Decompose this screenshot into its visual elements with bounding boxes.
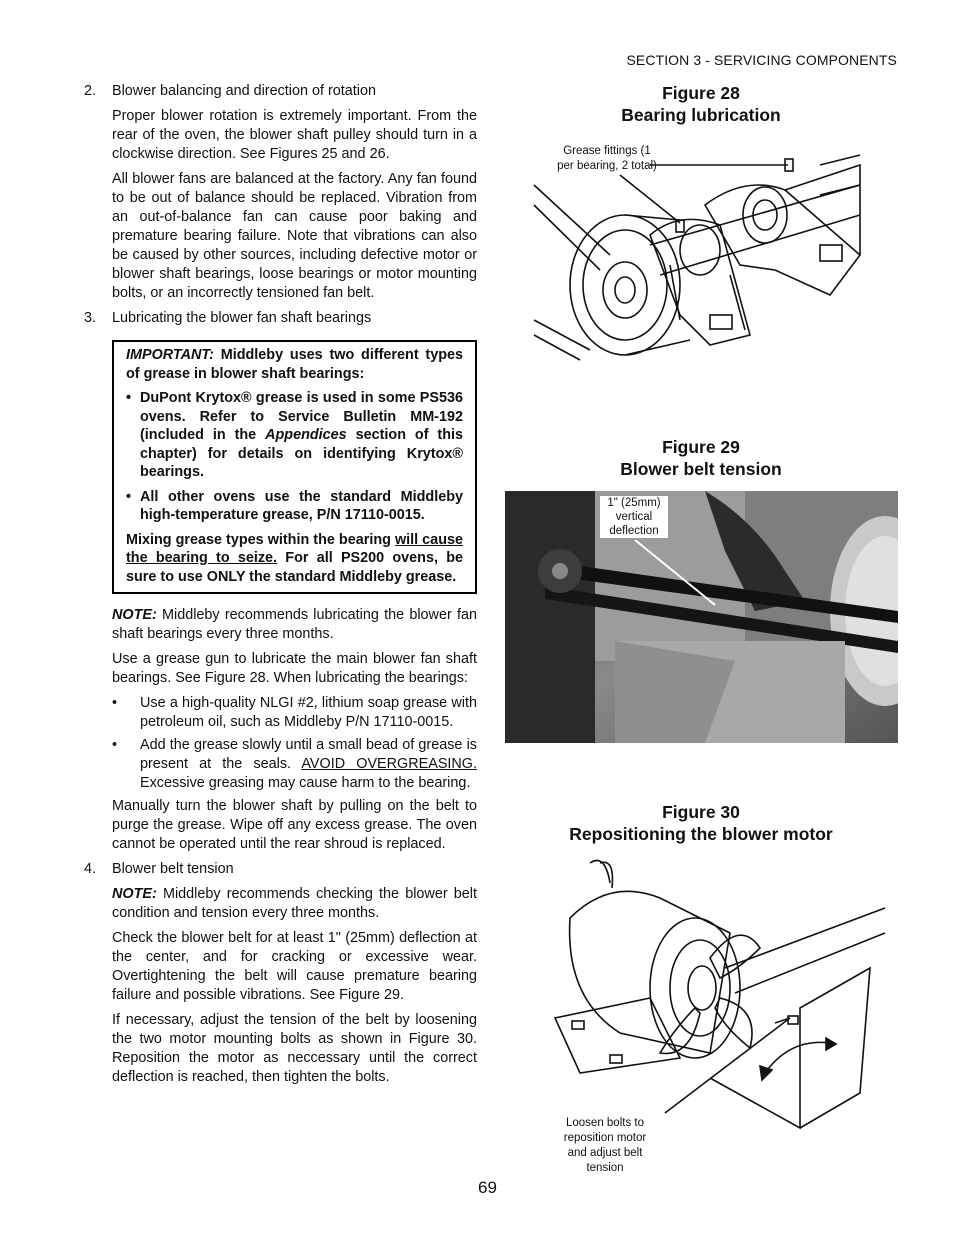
item-number: 4. <box>84 861 97 877</box>
paragraph-check-belt: Check the blower belt for at least 1" (25mm) deflection at the center, and for cracking or excessive wear. Overtightening the belt will cause premature bearing failure and possible vibrations. See Figure 29. <box>112 930 477 1003</box>
item-4-heading <box>84 860 477 879</box>
avoid-overgreasing: AVOID OVERGREASING. <box>301 756 477 772</box>
deflection-callout: 1" (25mm) vertical deflection <box>600 496 668 538</box>
grease-fittings-callout: Grease fittings (1 per bearing, 2 total) <box>557 145 657 172</box>
standard-grease-text: All other ovens use the standard Middleby high-temperature grease, P/N 17110-0015. <box>140 488 463 523</box>
note-lubrication <box>112 606 477 644</box>
figure-29-title <box>520 436 882 480</box>
bullet-glyph: • <box>126 390 132 406</box>
item-number: 3. <box>84 310 97 326</box>
important-intro <box>126 346 463 383</box>
figure-caption: Blower belt tension <box>620 459 782 479</box>
section-header: SECTION 3 - SERVICING COMPONENTS <box>626 52 897 68</box>
blower-motor-illustration <box>550 858 890 1138</box>
item-3-heading <box>84 309 477 328</box>
mixing-text-b: For all PS200 ovens, be sure to use ONLY the standard Middleby grease. <box>126 550 464 585</box>
box-bullet-standard <box>126 488 463 525</box>
figure-caption: Repositioning the blower motor <box>569 824 833 844</box>
bullet-text-b: Excessive greasing may cause harm to the bearing. <box>140 775 471 791</box>
mixing-warning <box>126 531 463 587</box>
bullet-glyph: • <box>112 737 118 753</box>
note-label: NOTE: <box>112 886 157 902</box>
figure-caption: Bearing lubrication <box>621 105 781 125</box>
item-2-heading <box>84 82 477 101</box>
deflection-leader-line <box>630 540 720 610</box>
bullet-glyph: • <box>126 488 132 505</box>
note-label: NOTE: <box>112 607 157 623</box>
item-title: Lubricating the blower fan shaft bearings <box>112 310 372 326</box>
mixing-text-a: Mixing grease types within the bearing <box>126 531 395 548</box>
note-belt <box>112 885 477 923</box>
paragraph-purge: Manually turn the blower shaft by pulling on the belt to purge the grease. Wipe off any excess grease. The oven cannot be operated until the rear shroud is replaced. <box>112 798 477 852</box>
bullet-text: Use a high-quality NLGI #2, lithium soap grease with petroleum oil, such as Middleby P/N 17110-0015. <box>140 695 477 730</box>
page-number: 69 <box>478 1178 497 1197</box>
important-box <box>112 340 477 594</box>
left-column <box>84 82 477 1093</box>
appendices-text: Appendices <box>265 427 347 443</box>
bullet-grease-type <box>112 694 477 732</box>
figure-28-title <box>520 82 882 126</box>
bullet-text-a: Add the grease slowly until a small bead of grease is present at the seals. <box>140 737 477 772</box>
note-text: Middleby recommends lubricating the blower fan shaft bearings every three months. <box>112 607 477 642</box>
belt-tension-photo-art <box>505 491 898 743</box>
item-title: Blower belt tension <box>112 861 234 877</box>
krytox-text-b: section of this chapter) for details on identifying Krytox® bearings. <box>140 427 464 480</box>
box-bullet-krytox <box>126 389 463 482</box>
paragraph-balancing: All blower fans are balanced at the factory. Any fan found to be out of balance should be replaced. Vibration from an out-of-balance fan can cause poor baking and premature bearing failure. Note that vibrations can also be caused by other sources, including defective motor or blower shaft bearings, loose bearings or motor mounting bolts, or an incorrectly tensioned fan belt. <box>112 171 477 301</box>
item-number: 2. <box>84 83 97 99</box>
item-title: Blower balancing and direction of rotation <box>112 83 376 99</box>
important-label: IMPORTANT: <box>126 347 214 363</box>
figure-number: Figure 28 <box>662 83 740 103</box>
mixing-underlined: will cause the bearing to seize. <box>126 531 463 566</box>
figure-number: Figure 30 <box>662 802 740 822</box>
figure-number: Figure 29 <box>662 437 740 457</box>
belt-tension-photo <box>505 491 898 743</box>
bullet-glyph: • <box>112 695 118 711</box>
important-text: Middleby uses two different types of grease in blower shaft bearings: <box>126 347 463 382</box>
note-text: Middleby recommends checking the blower belt condition and tension every three months. <box>112 886 477 921</box>
paragraph-adjust-belt: If necessary, adjust the tension of the belt by loosening the two motor mounting bolts as shown in Figure 30. Reposition the motor as neccessary until the correct deflection is reached, then tighten the bolts. <box>112 1012 477 1085</box>
bullet-add-grease <box>112 736 477 793</box>
paragraph-rotation: Proper blower rotation is extremely important. From the rear of the oven, the blower shaft pulley should turn in a clockwise direction. See Figures 25 and 26. <box>112 108 477 162</box>
krytox-text-a: DuPont Krytox® grease is used in some PS536 ovens. Refer to Service Bulletin MM-192 (included in the <box>140 390 463 443</box>
paragraph-grease-gun: Use a grease gun to lubricate the main blower fan shaft bearings. See Figure 28. When lubricating the bearings: <box>112 651 477 686</box>
bearing-lubrication-illustration <box>530 145 890 365</box>
figure-30-title <box>520 801 882 845</box>
loosen-bolts-callout: Loosen bolts to reposition motor and adjust belt tension <box>563 1117 647 1174</box>
